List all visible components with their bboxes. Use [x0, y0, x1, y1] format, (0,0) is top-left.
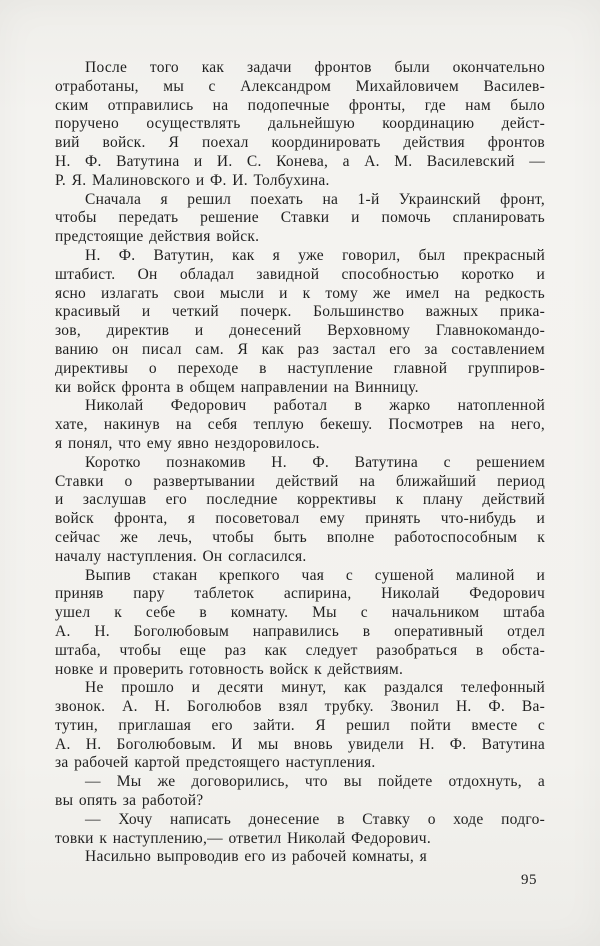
- text-line: Н. Ф. Ватутин, как я уже говорил, был прекрасный: [85, 246, 545, 264]
- paragraph: [55, 679, 545, 773]
- text-line: Выпив стакан крепкого чая с сушеной малиной и: [85, 566, 545, 584]
- text-line: за рабочей картой предстоящего наступления.: [55, 754, 376, 772]
- text-line: поручено осуществлять дальнейшую координацию дейст-: [55, 115, 545, 133]
- text-line: и заслушав его последние коррективы к плану действий: [55, 491, 545, 509]
- text-line: Н. Ф. Ватутина и И. С. Конева, а А. М. Василевский —: [55, 152, 545, 170]
- text-line: А. Н. Боголюбовым. И мы вновь увидели Н. Ф. Ватутина: [55, 735, 545, 753]
- text-line: новке и проверить готовность войск к действиям.: [55, 660, 404, 678]
- paragraph: [55, 773, 545, 811]
- text-line: я понял, что ему явно нездоровилось.: [55, 434, 320, 452]
- text-line: штабист. Он обладал завидной способностью коротко и: [55, 265, 545, 283]
- text-line: ванию он писал сам. Я как раз застал его за составлением: [55, 340, 545, 358]
- text-block: [55, 59, 545, 867]
- text-line: началу наступления. Он согласился.: [55, 547, 307, 565]
- text-line: А. Н. Боголюбовым направились в оперативный отдел: [55, 622, 545, 640]
- text-line: вий войск. Я поехал координировать действия фронтов: [55, 134, 545, 152]
- paragraph: [55, 848, 545, 867]
- text-line: звонок. А. Н. Боголюбов взял трубку. Звонил Н. Ф. Ва-: [55, 698, 545, 716]
- text-line: — Мы же договорились, что вы пойдете отдохнуть, а: [85, 773, 545, 791]
- text-line: товки к наступлению,— ответил Николай Федорович.: [55, 829, 431, 847]
- text-line: приняв пару таблеток аспирина, Николай Федорович: [55, 585, 545, 603]
- text-line: зов, директив и донесений Верховному Главнокомандо-: [55, 322, 545, 340]
- text-line: отработаны, мы с Александром Михайловичем Василев-: [55, 77, 545, 95]
- text-line: Ставки о развертывании действий на ближайший период: [55, 472, 545, 490]
- text-line: тутин, приглашая его зайти. Я решил пойти вместе с: [55, 716, 545, 734]
- text-line: — Хочу написать донесение в Ставку о ходе подго-: [85, 810, 545, 828]
- paragraph: [55, 247, 545, 397]
- text-line: Коротко познакомив Н. Ф. Ватутина с решением: [85, 453, 545, 471]
- text-line: предстоящие действия войск.: [55, 228, 260, 246]
- text-line: вы опять за работой?: [55, 792, 204, 810]
- paragraph: [55, 811, 545, 849]
- text-line: Р. Я. Малиновского и Ф. И. Толбухина.: [55, 171, 330, 189]
- paragraph: [55, 397, 545, 453]
- text-line: ушел к себе в комнату. Мы с начальником штаба: [55, 604, 545, 622]
- text-line: директивы о переходе в наступление главной группиров-: [55, 359, 545, 377]
- text-line: хате, накинув на себя теплую бекешу. Посмотрев на него,: [55, 416, 545, 434]
- paragraph: [55, 59, 545, 191]
- paragraph: [55, 191, 545, 247]
- paragraph: [55, 454, 545, 567]
- text-line: ясно излагать свои мысли и к тому же имел на редкость: [55, 284, 545, 302]
- text-line: ским отправились на подопечные фронты, где нам было: [55, 96, 545, 114]
- text-line: Не прошло и десяти минут, как раздался телефонный: [85, 679, 545, 697]
- text-line: сейчас же лечь, чтобы быть вполне работоспособным к: [55, 528, 545, 546]
- text-line: Насильно выпроводив его из рабочей комнаты, я: [85, 848, 427, 866]
- text-line: штаба, чтобы еще раз как следует разобраться в обста-: [55, 641, 545, 659]
- text-line: Николай Федорович работал в жарко натопленной: [85, 397, 545, 415]
- text-line: чтобы передать решение Ставки и помочь спланировать: [55, 209, 545, 227]
- text-line: После того как задачи фронтов были окончательно: [85, 59, 545, 76]
- text-line: Сначала я решил поехать на 1-й Украинский фронт,: [85, 190, 545, 208]
- page-number: 95: [521, 872, 537, 888]
- text-line: красивый и четкий почерк. Большинство важных прика-: [55, 303, 545, 321]
- paragraph: [55, 567, 545, 680]
- text-line: ки войск фронта в общем направлении на Винницу.: [55, 378, 419, 396]
- text-line: войск фронта, я посоветовал ему принять что-нибудь и: [55, 510, 545, 528]
